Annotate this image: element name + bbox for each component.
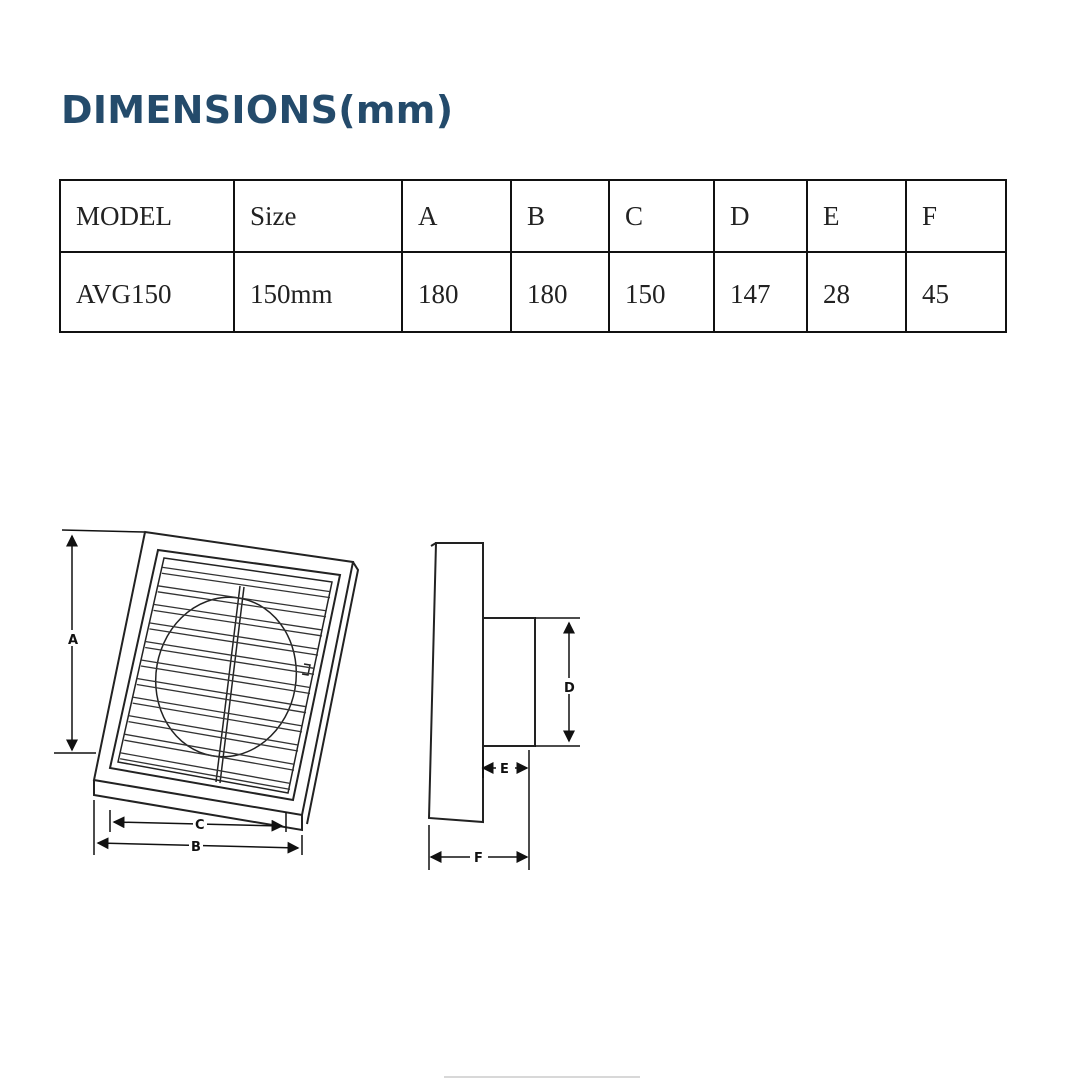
grille-slat-line — [120, 753, 290, 784]
cell-e: 28 — [807, 252, 906, 332]
label-f: F — [474, 851, 483, 866]
label-d: D — [564, 681, 575, 696]
header-cell-size: Size — [234, 180, 402, 252]
grille-slat-line — [128, 722, 298, 751]
cell-c: 150 — [609, 252, 714, 332]
front-view-dimensions — [54, 530, 302, 855]
grille-slat-line — [158, 592, 326, 617]
grille-slat-line — [128, 716, 298, 745]
dimension-diagram — [40, 510, 600, 890]
header-cell-model: MODEL — [60, 180, 234, 252]
table-header-row — [60, 180, 1006, 252]
grille-slat-line — [162, 573, 330, 597]
label-a: A — [68, 633, 79, 648]
table-row — [60, 252, 1006, 332]
cell-d: 147 — [714, 252, 807, 332]
header-cell-d: D — [714, 180, 807, 252]
dimensions-table — [59, 179, 1007, 333]
grille-slat-line — [124, 740, 294, 770]
header-cell-b: B — [511, 180, 609, 252]
cell-model: AVG150 — [60, 252, 234, 332]
scroll-indicator — [444, 1076, 640, 1078]
cell-f: 45 — [906, 252, 1006, 332]
grille-slat-line — [149, 623, 318, 649]
cell-size: 150mm — [234, 252, 402, 332]
header-cell-a: A — [402, 180, 511, 252]
header-cell-f: F — [906, 180, 1006, 252]
page-title: DIMENSIONS(mm) — [61, 88, 454, 132]
header-cell-e: E — [807, 180, 906, 252]
label-e: E — [500, 762, 509, 777]
cell-b: 180 — [511, 252, 609, 332]
label-c: C — [195, 818, 205, 833]
side-view-dimensions — [429, 618, 580, 870]
header-cell-c: C — [609, 180, 714, 252]
side-view-fan — [429, 543, 535, 822]
label-b: B — [191, 840, 201, 855]
cell-a: 180 — [402, 252, 511, 332]
